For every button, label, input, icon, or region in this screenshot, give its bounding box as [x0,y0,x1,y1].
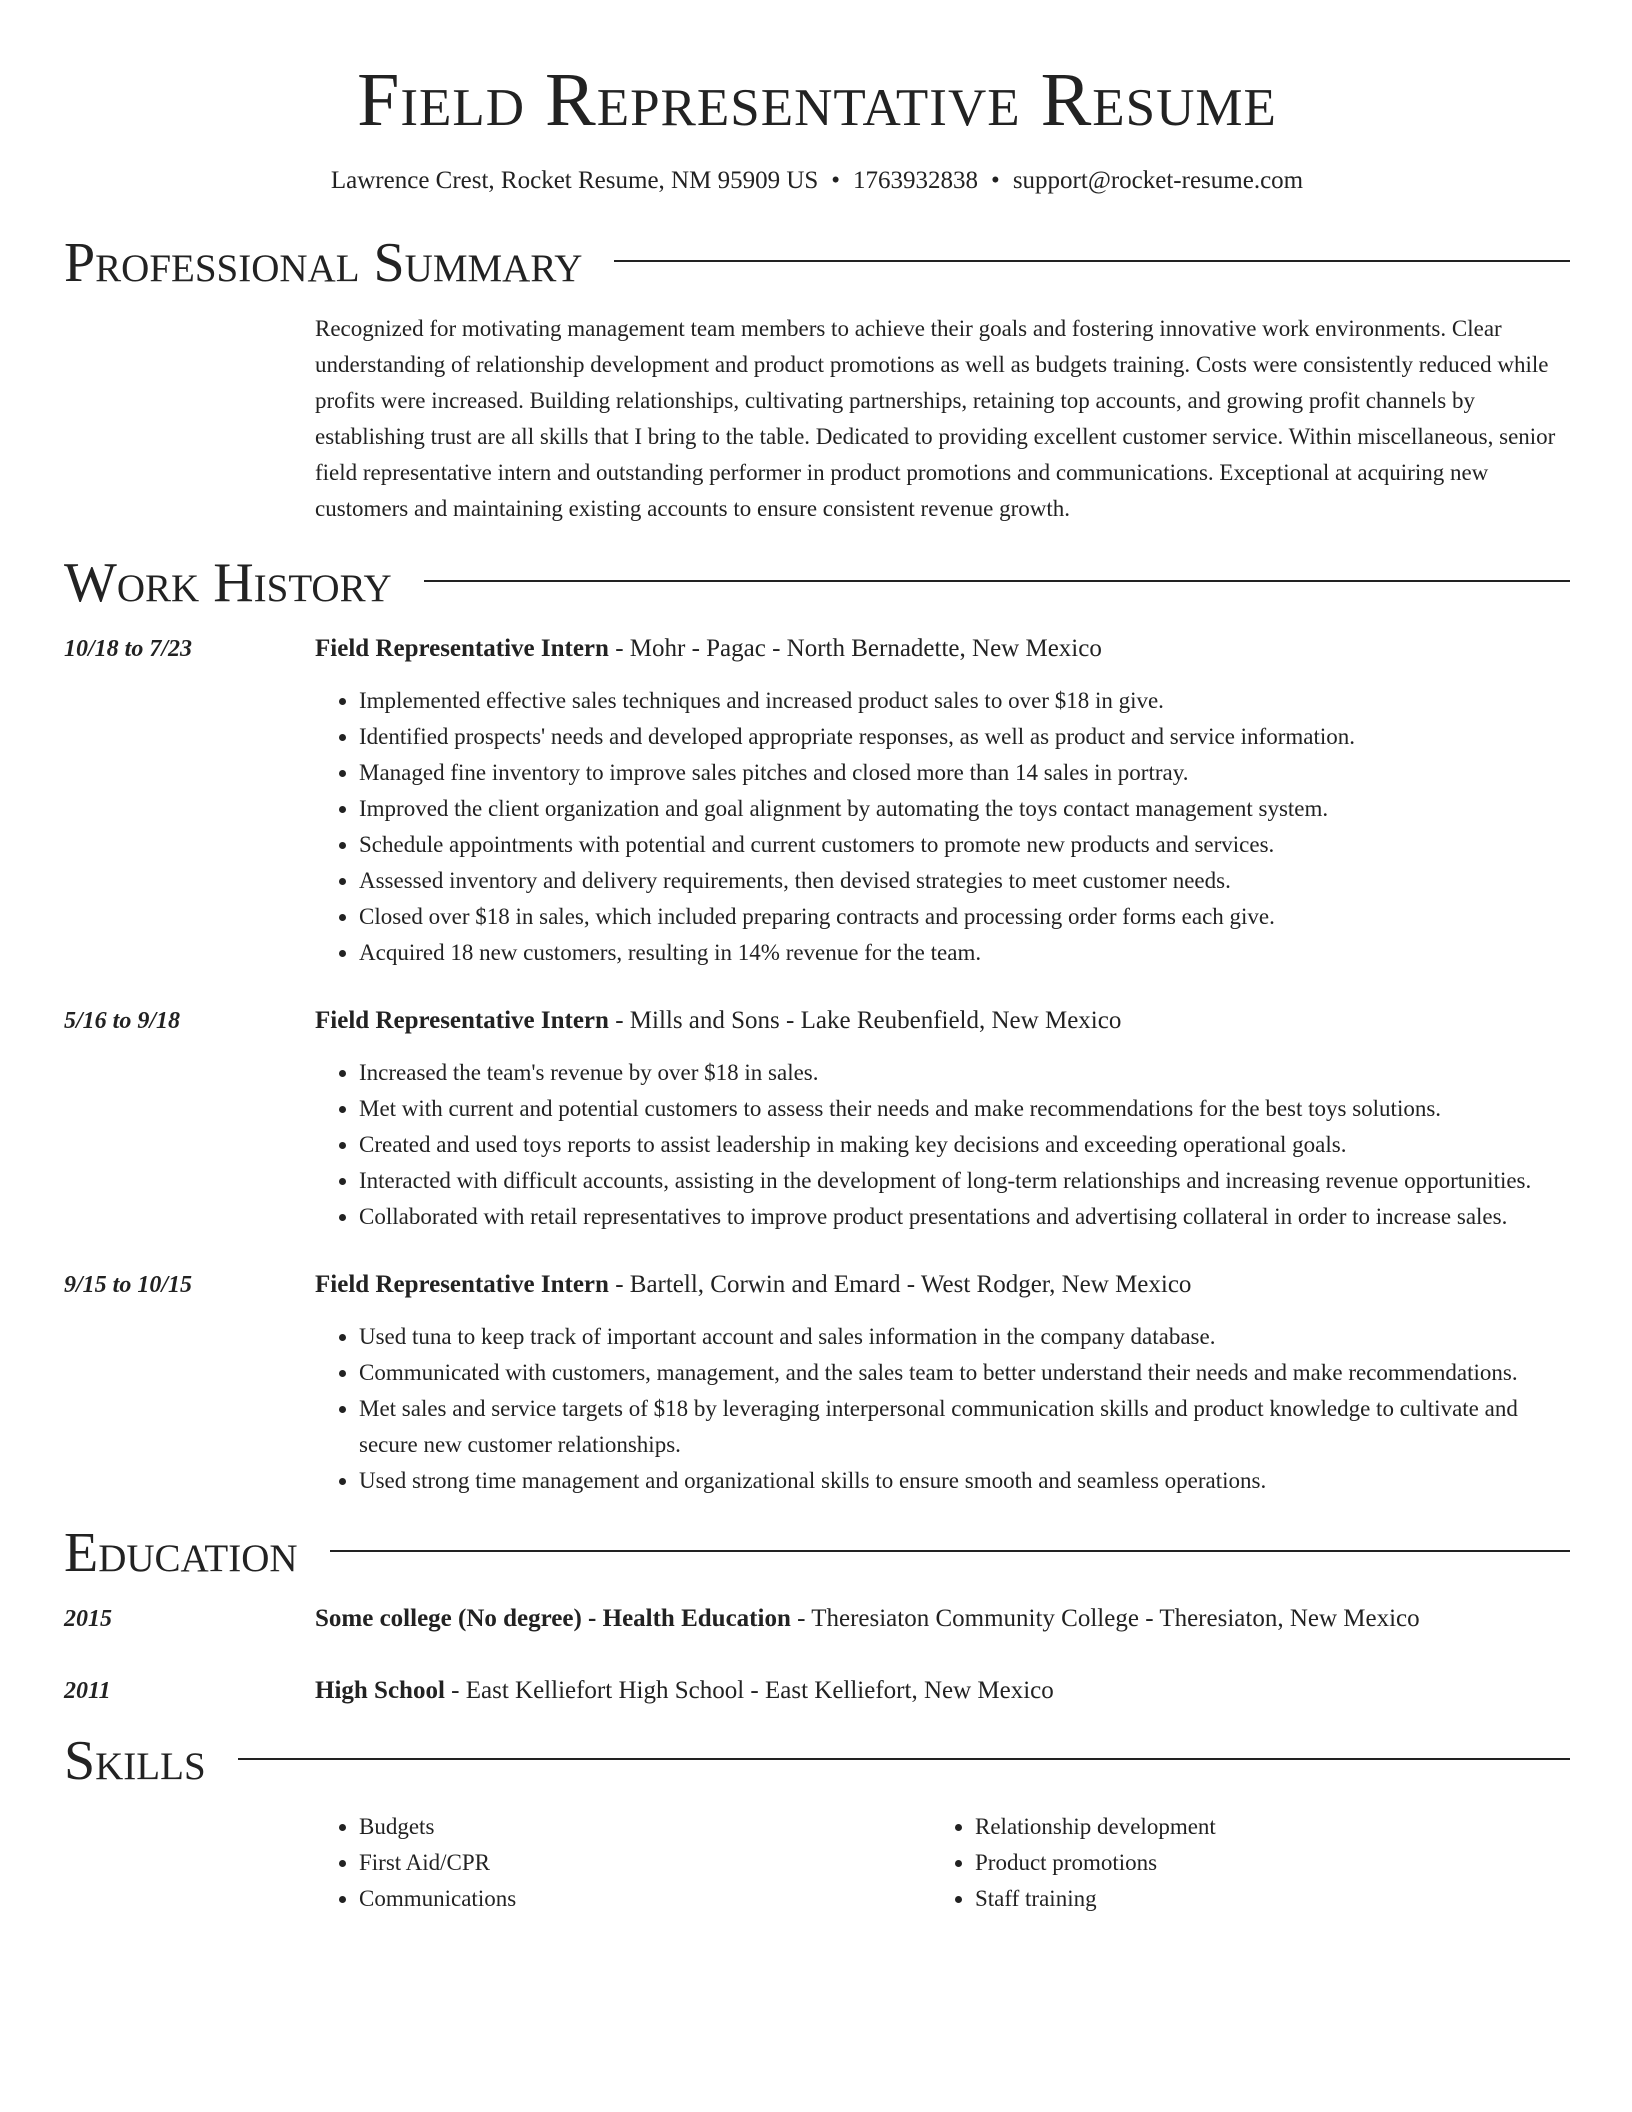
contact-line [64,168,1570,193]
job-bullet: • Interacted with difficult accounts, assisting in the development of long-term relationships and increasing revenue opportunities. [359,1163,1570,1199]
resume-title: Field Representative Resume [357,58,1277,142]
skill-item: • Budgets [359,1809,931,1845]
job-heading [315,633,1570,665]
job-details: - Mills and Sons - Lake Reubenfield, New Mexico [608,1007,1122,1034]
job-body [315,1269,1570,1499]
job-body [315,1005,1570,1235]
job-bullets [315,1319,1570,1499]
job-bullet: • Used strong time management and organizational skills to ensure smooth and seamless operations. [359,1463,1570,1499]
education-body [315,1675,1570,1707]
education-entry [64,1603,1570,1635]
summary-text: Recognized for motivating management team members to achieve their goals and fostering innovative work environments. Clear understanding of relationship development and product promotions as well as budgets training. Costs were consistently reduced while profits were increased. Building relationships, cultivating partnerships, retaining top accounts, and growing profit channels by establishing trust are all skills that I bring to the table. Dedicated to providing excellent customer service. Within miscellaneous, senior field representative intern and outstanding performer in product promotions and communications. Exceptional at acquiring new customers and maintaining existing accounts to ensure consistent revenue growth. [315,316,1556,521]
job-bullets [315,1055,1570,1235]
job-entry [64,1005,1570,1235]
section-title-skills: Skills [64,1730,206,1792]
job-bullet: • Used tuna to keep track of important account and sales information in the company database. [359,1319,1570,1355]
job-bullet: • Increased the team's revenue by over $18 in sales. [359,1055,1570,1091]
contact-separator: • [831,167,841,194]
job-bullet: • Communicated with customers, management, and the sales team to better understand their needs and make recommendations. [359,1355,1570,1391]
job-heading [315,1005,1570,1037]
job-details: - Mohr - Pagac - North Bernadette, New Mexico [608,635,1102,662]
education-entry [64,1675,1570,1707]
resume-page [64,0,1570,1917]
job-bullet: • Schedule appointments with potential and current customers to promote new products and services. [359,827,1570,863]
job-bullet: • Acquired 18 new customers, resulting in 14% revenue for the team. [359,935,1570,971]
skill-item: • First Aid/CPR [359,1845,931,1881]
education-degree: High School [315,1677,445,1704]
job-title: Field Representative Intern [315,1007,609,1034]
section-divider [238,1758,1570,1760]
job-dates: 10/18 to 7/23 [64,636,193,662]
job-entry [64,633,1570,971]
job-heading [315,1269,1570,1301]
education-section-header [64,1522,1570,1584]
contact-address: Lawrence Crest, Rocket Resume, NM 95909 US [330,167,819,194]
contact-email[interactable]: support@rocket-resume.com [1012,167,1304,194]
education-details: - Theresiaton Community College - Theresiaton, New Mexico [790,1605,1420,1632]
job-bullet: • Managed fine inventory to improve sales pitches and closed more than 14 sales in portray. [359,755,1570,791]
education-year: 2015 [64,1606,112,1632]
job-details: - Bartell, Corwin and Emard - West Rodger, New Mexico [608,1271,1192,1298]
work-section-header [64,552,1570,614]
skill-item: • Relationship development [975,1809,1547,1845]
section-divider [424,580,1570,582]
job-bullet: • Improved the client organization and goal alignment by automating the toys contact management system. [359,791,1570,827]
skills-columns [315,1809,1570,1917]
skills-section-header [64,1730,1570,1792]
job-bullet: • Collaborated with retail representatives to improve product presentations and advertising collateral in order to increase sales. [359,1199,1570,1235]
job-dates: 5/16 to 9/18 [64,1008,181,1034]
job-bullet: • Closed over $18 in sales, which included preparing contracts and processing order forms each give. [359,899,1570,935]
job-title: Field Representative Intern [315,1271,609,1298]
section-title-summary: Professional Summary [64,232,583,294]
job-bullet: • Assessed inventory and delivery requirements, then devised strategies to meet customer needs. [359,863,1570,899]
section-title-work-history: Work History [64,552,392,614]
job-dates: 9/15 to 10/15 [64,1272,193,1298]
education-year: 2011 [64,1678,111,1704]
job-bullet: • Met with current and potential customers to assess their needs and make recommendations for the best toys solutions. [359,1091,1570,1127]
job-bullet: • Identified prospects' needs and developed appropriate responses, as well as product and service information. [359,719,1570,755]
education-body [315,1603,1570,1635]
contact-phone: 1763932838 [853,167,979,194]
job-bullet: • Created and used toys reports to assist leadership in making key decisions and exceeding operational goals. [359,1127,1570,1163]
job-bullets [315,683,1570,971]
skills-column-2 [931,1809,1547,1917]
job-bullet: • Met sales and service targets of $18 by leveraging interpersonal communication skills and product knowledge to cultivate and secure new customer relationships. [359,1391,1570,1463]
job-bullet: • Implemented effective sales techniques and increased product sales to over $18 in give. [359,683,1570,719]
section-title-education: Education [64,1522,298,1584]
contact-separator: • [991,167,1000,194]
summary-section-header [64,232,1570,294]
section-divider [330,1550,1570,1552]
education-heading [315,1675,1570,1707]
skill-item: • Staff training [975,1881,1547,1917]
skill-item: • Product promotions [975,1845,1547,1881]
education-degree: Some college (No degree) - Health Education [315,1605,791,1632]
section-divider [614,260,1570,262]
job-title: Field Representative Intern [315,635,609,662]
job-entry [64,1269,1570,1499]
job-body [315,633,1570,971]
education-heading [315,1603,1570,1635]
skills-column-1 [315,1809,931,1917]
education-details: - East Kelliefort High School - East Kelliefort, New Mexico [444,1677,1054,1704]
skill-item: • Communications [359,1881,931,1917]
